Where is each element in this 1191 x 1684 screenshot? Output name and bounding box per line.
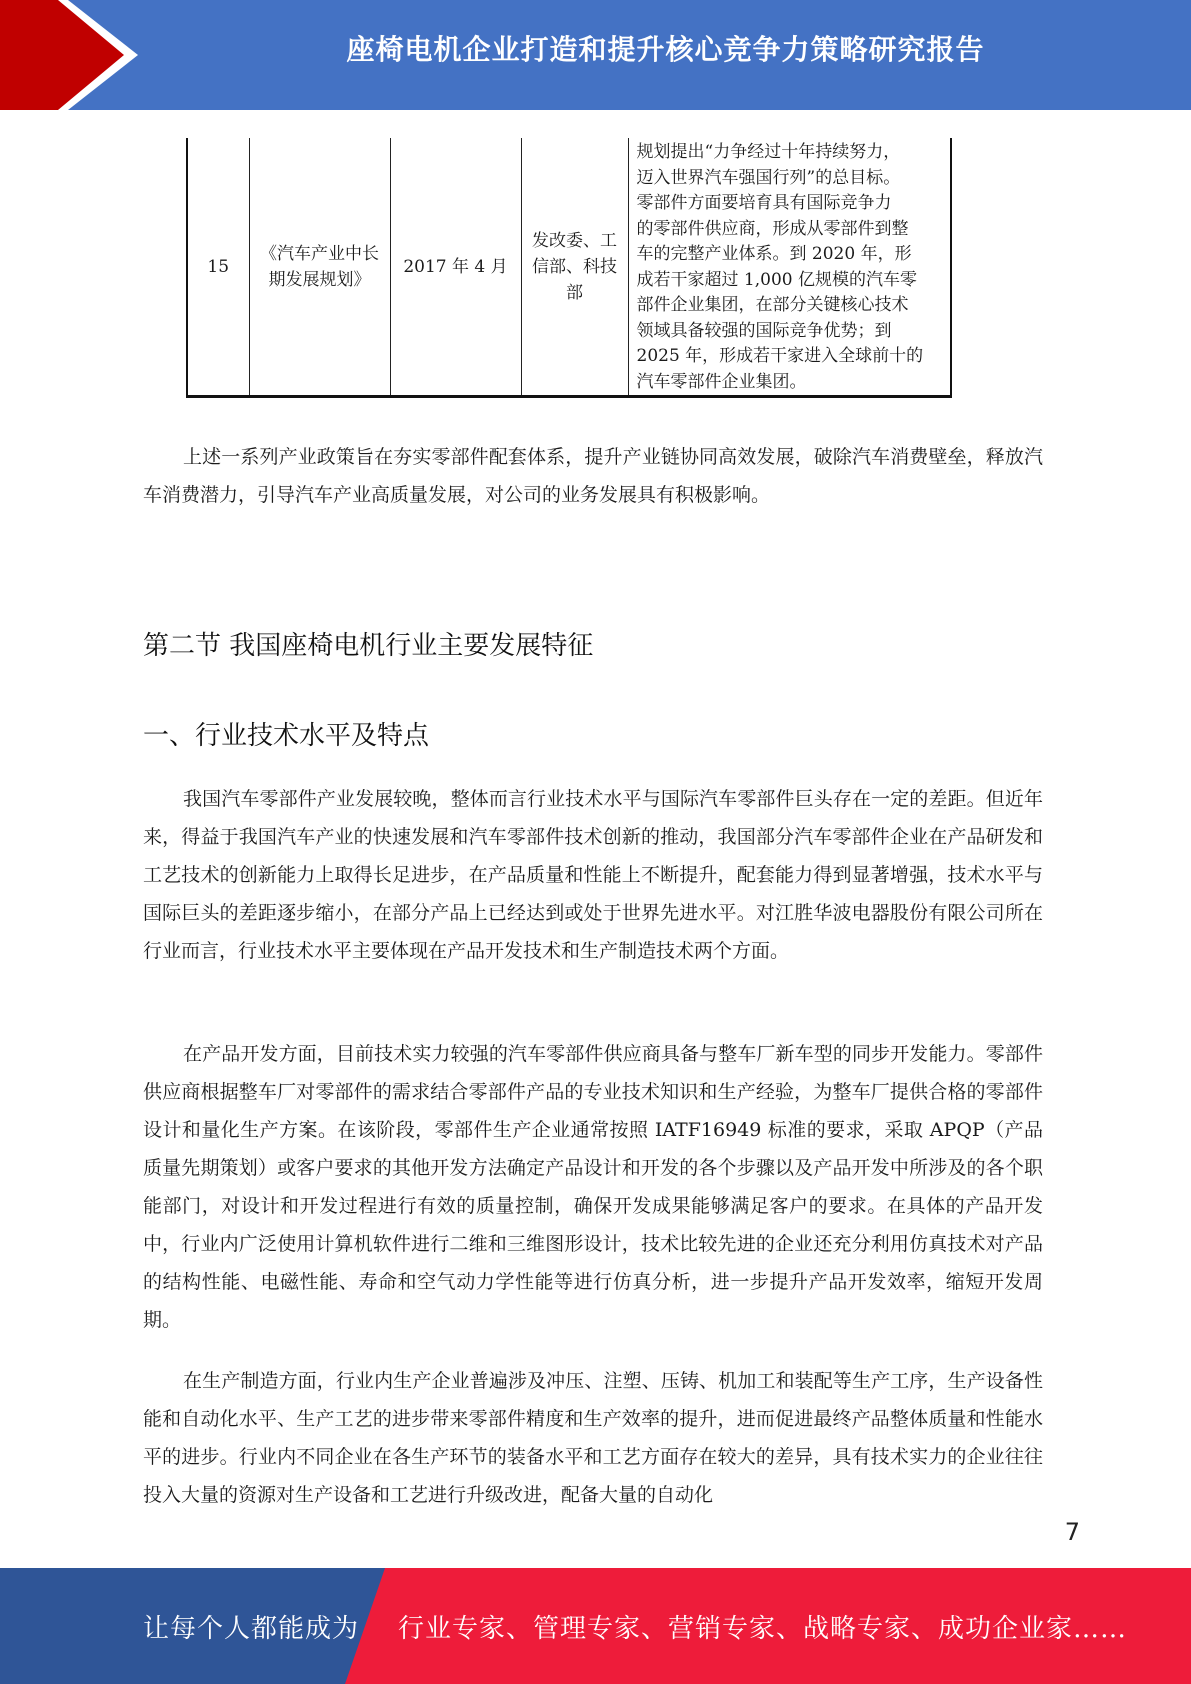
paragraph-tech-level: 我国汽车零部件产业发展较晚，整体而言行业技术水平与国际汽车零部件巨头存在一定的差距。但近年来，得益于我国汽车产业的快速发展和汽车零部件技术创新的推动，我国部分汽车零部件企业在产品研发和工艺技术的创新能力上取得长足进步，在产品质量和性能上不断提升，配套能力得到显著增强，技术水平与国际巨头的差距逐步缩小，在部分产品上已经达到或处于世界先进水平。对江胜华波电器股份有限公司所在行业而言，行业技术水平主要体现在产品开发技术和生产制造技术两个方面。: [143, 788, 1043, 962]
cell-date: 2017 年 4 月: [390, 138, 521, 397]
page-footer: [0, 1568, 1191, 1684]
report-title: 座椅电机企业打造和提升核心竞争力策略研究报告: [346, 33, 985, 66]
subsection-heading: 一、行业技术水平及特点: [143, 721, 430, 751]
content-line: 2025 年，形成若干家进入全球前十的: [636, 346, 924, 366]
content-line: 规划提出“力争经过十年持续努力，: [636, 142, 901, 162]
page-header: [0, 0, 1191, 110]
content-line: 部件企业集团，在部分关键核心技术: [636, 295, 909, 315]
page-number: 7: [1064, 1518, 1080, 1546]
header-arrow-decoration: [0, 0, 160, 110]
paragraph-manufacturing: 在生产制造方面，行业内生产企业普遍涉及冲压、注塑、压铸、机加工和装配等生产工序，生产设备性能和自动化水平、生产工艺的进步带来零部件精度和生产效率的提升，进而促进最终产品整体质量和性能水平的进步。行业内不同企业在各生产环节的装备水平和工艺方面存在较大的差异，具有技术实力的企业往往投入大量的资源对生产设备和工艺进行升级改进，配备大量的自动化: [143, 1370, 1043, 1506]
section-heading: 第二节 我国座椅电机行业主要发展特征: [143, 631, 594, 661]
table-row: [187, 138, 951, 397]
content-line: 领域具备较强的国际竞争优势；到: [636, 320, 892, 341]
content-line: 车的完整产业体系。到 2020 年，形: [636, 244, 912, 264]
paragraph-product-development: 在产品开发方面，目前技术实力较强的汽车零部件供应商具备与整车厂新车型的同步开发能力。零部件供应商根据整车厂对零部件的需求结合零部件产品的专业技术知识和生产经验，为整车厂提供合格的零部件设计和量化生产方案。在该阶段，零部件生产企业通常按照 IATF16949 标准的要求，采取 APQP（产品质量先期策划）或客户要求的其他开发方法确定产品设计和开发的各个步骤以及产品开发中所涉及的各个职能部门，对设计和开发过程进行有效的质量控制，确保开发成果能够满足客户的要求。在具体的产品开发中，行业内广泛使用计算机软件进行二维和三维图形设计，技术比较先进的企业还充分利用仿真技术对产品的结构性能、电磁性能、寿命和空气动力学性能等进行仿真分析，进一步提升产品开发效率，缩短开发周期。: [143, 1043, 1043, 1331]
content-line: 的零部件供应商，形成从零部件到整: [636, 218, 909, 239]
footer-slogan-right: 行业专家、管理专家、营销专家、战略专家、成功企业家……: [398, 1614, 1128, 1644]
content-line: 汽车零部件企业集团。: [636, 371, 807, 392]
cell-number: 15: [187, 138, 249, 397]
content-line: 迈入世界汽车强国行列”的总目标。: [636, 167, 901, 188]
summary-paragraph: 上述一系列产业政策旨在夯实零部件配套体系，提升产业链协同高效发展，破除汽车消费壁垒，释放汽车消费潜力，引导汽车产业高质量发展，对公司的业务发展具有积极影响。: [143, 446, 1043, 506]
content-line: 零部件方面要培育具有国际竞争力: [636, 193, 892, 213]
content-line: 成若干家超过 1,000 亿规模的汽车零: [636, 269, 917, 290]
cell-content: [628, 138, 951, 397]
footer-slogan-left: 让每个人都能成为: [143, 1614, 360, 1644]
policy-table: [186, 138, 952, 398]
cell-policy-name: 《汽车产业中长期发展规划》: [249, 138, 390, 397]
cell-department: 发改委、工信部、科技部: [521, 138, 628, 397]
